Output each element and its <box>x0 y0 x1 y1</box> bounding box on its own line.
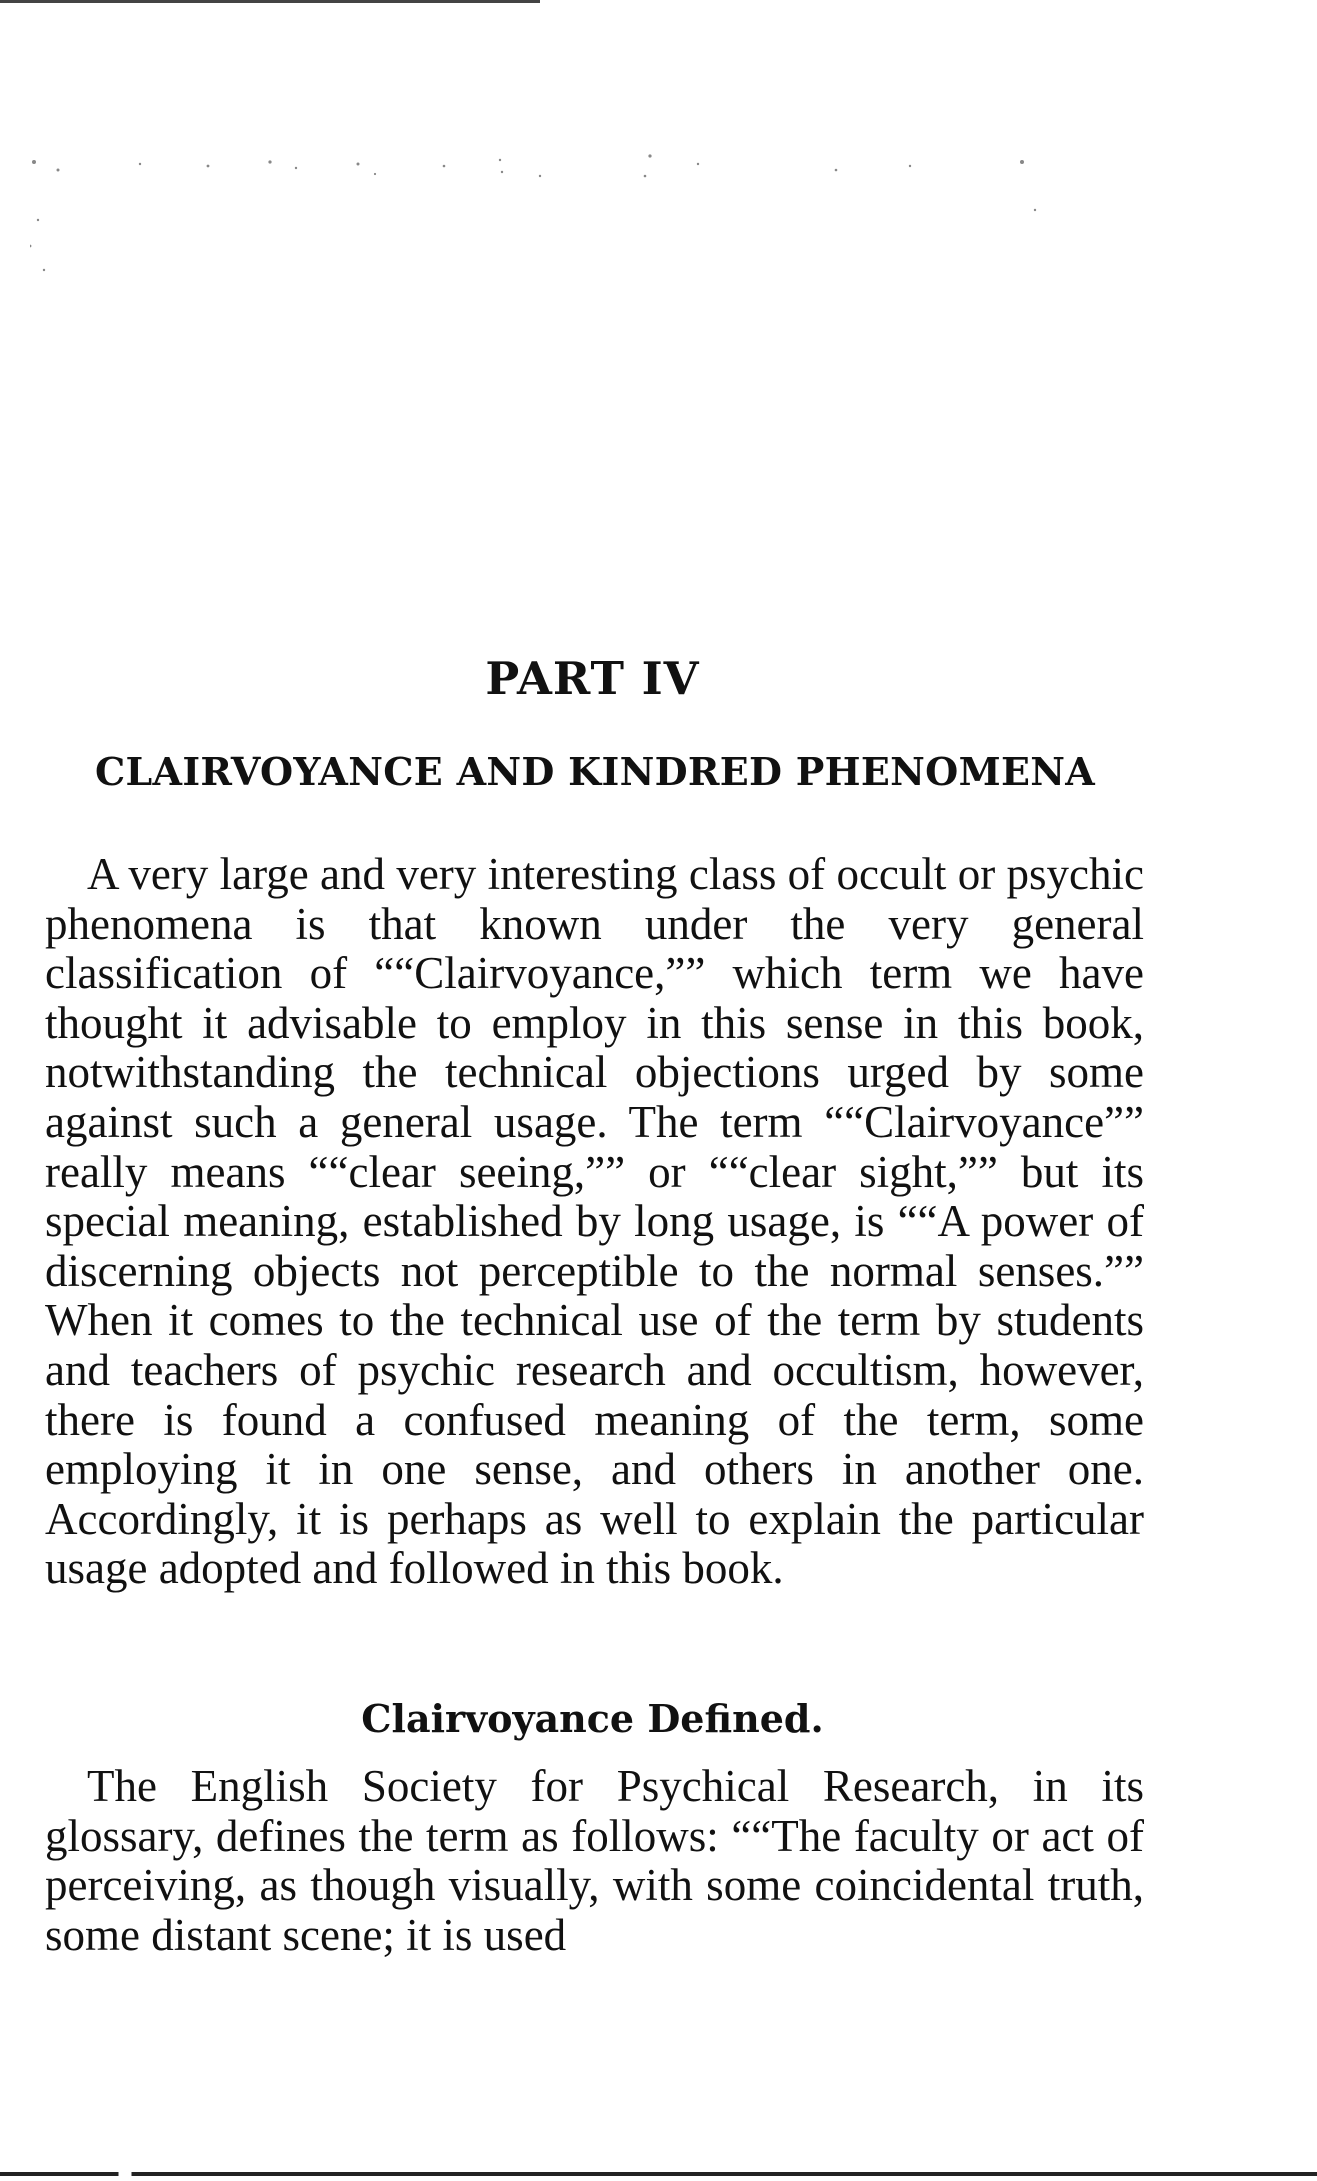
bottom-scan-edge <box>0 2172 1317 2176</box>
part-title: PART IV <box>485 652 700 705</box>
top-scan-edge <box>0 0 540 3</box>
paragraph-intro: A very large and very interesting class of occult or psychic phenomena is that known under the very general classification of ““Clairvoyance,”” which term we have thought it advisable to employ in this sense in this book, notwithstanding the technical objections urged by some against such a general usage. The term ““Clairvoyance”” really means ““clear seeing,”” or ““clear sight,”” but its special meaning, established by long usage, is ““A power of discerning objects not perceptible to the normal senses.”” When it comes to the technical use of the term by students and teachers of psychic research and occultism, however, there is found a confused meaning of the term, some employing it in one sense, and others in another one. Accordingly, it is perhaps as well to explain the particular usage adopted and followed in this book. <box>45 849 1144 1594</box>
paragraph-definition: The English Society for Psychical Research, in its glossary, defines the term as follows: ““The faculty or act of perceiving, as though visually, with some coincidental truth, some distant scene; it is used <box>45 1761 1144 1960</box>
chapter-title: CLAIRVOYANCE AND KINDRED PHENOMENA <box>94 749 1096 794</box>
scan-specks <box>30 150 1080 330</box>
section-heading: Clairvoyance Defined. <box>361 1696 824 1741</box>
